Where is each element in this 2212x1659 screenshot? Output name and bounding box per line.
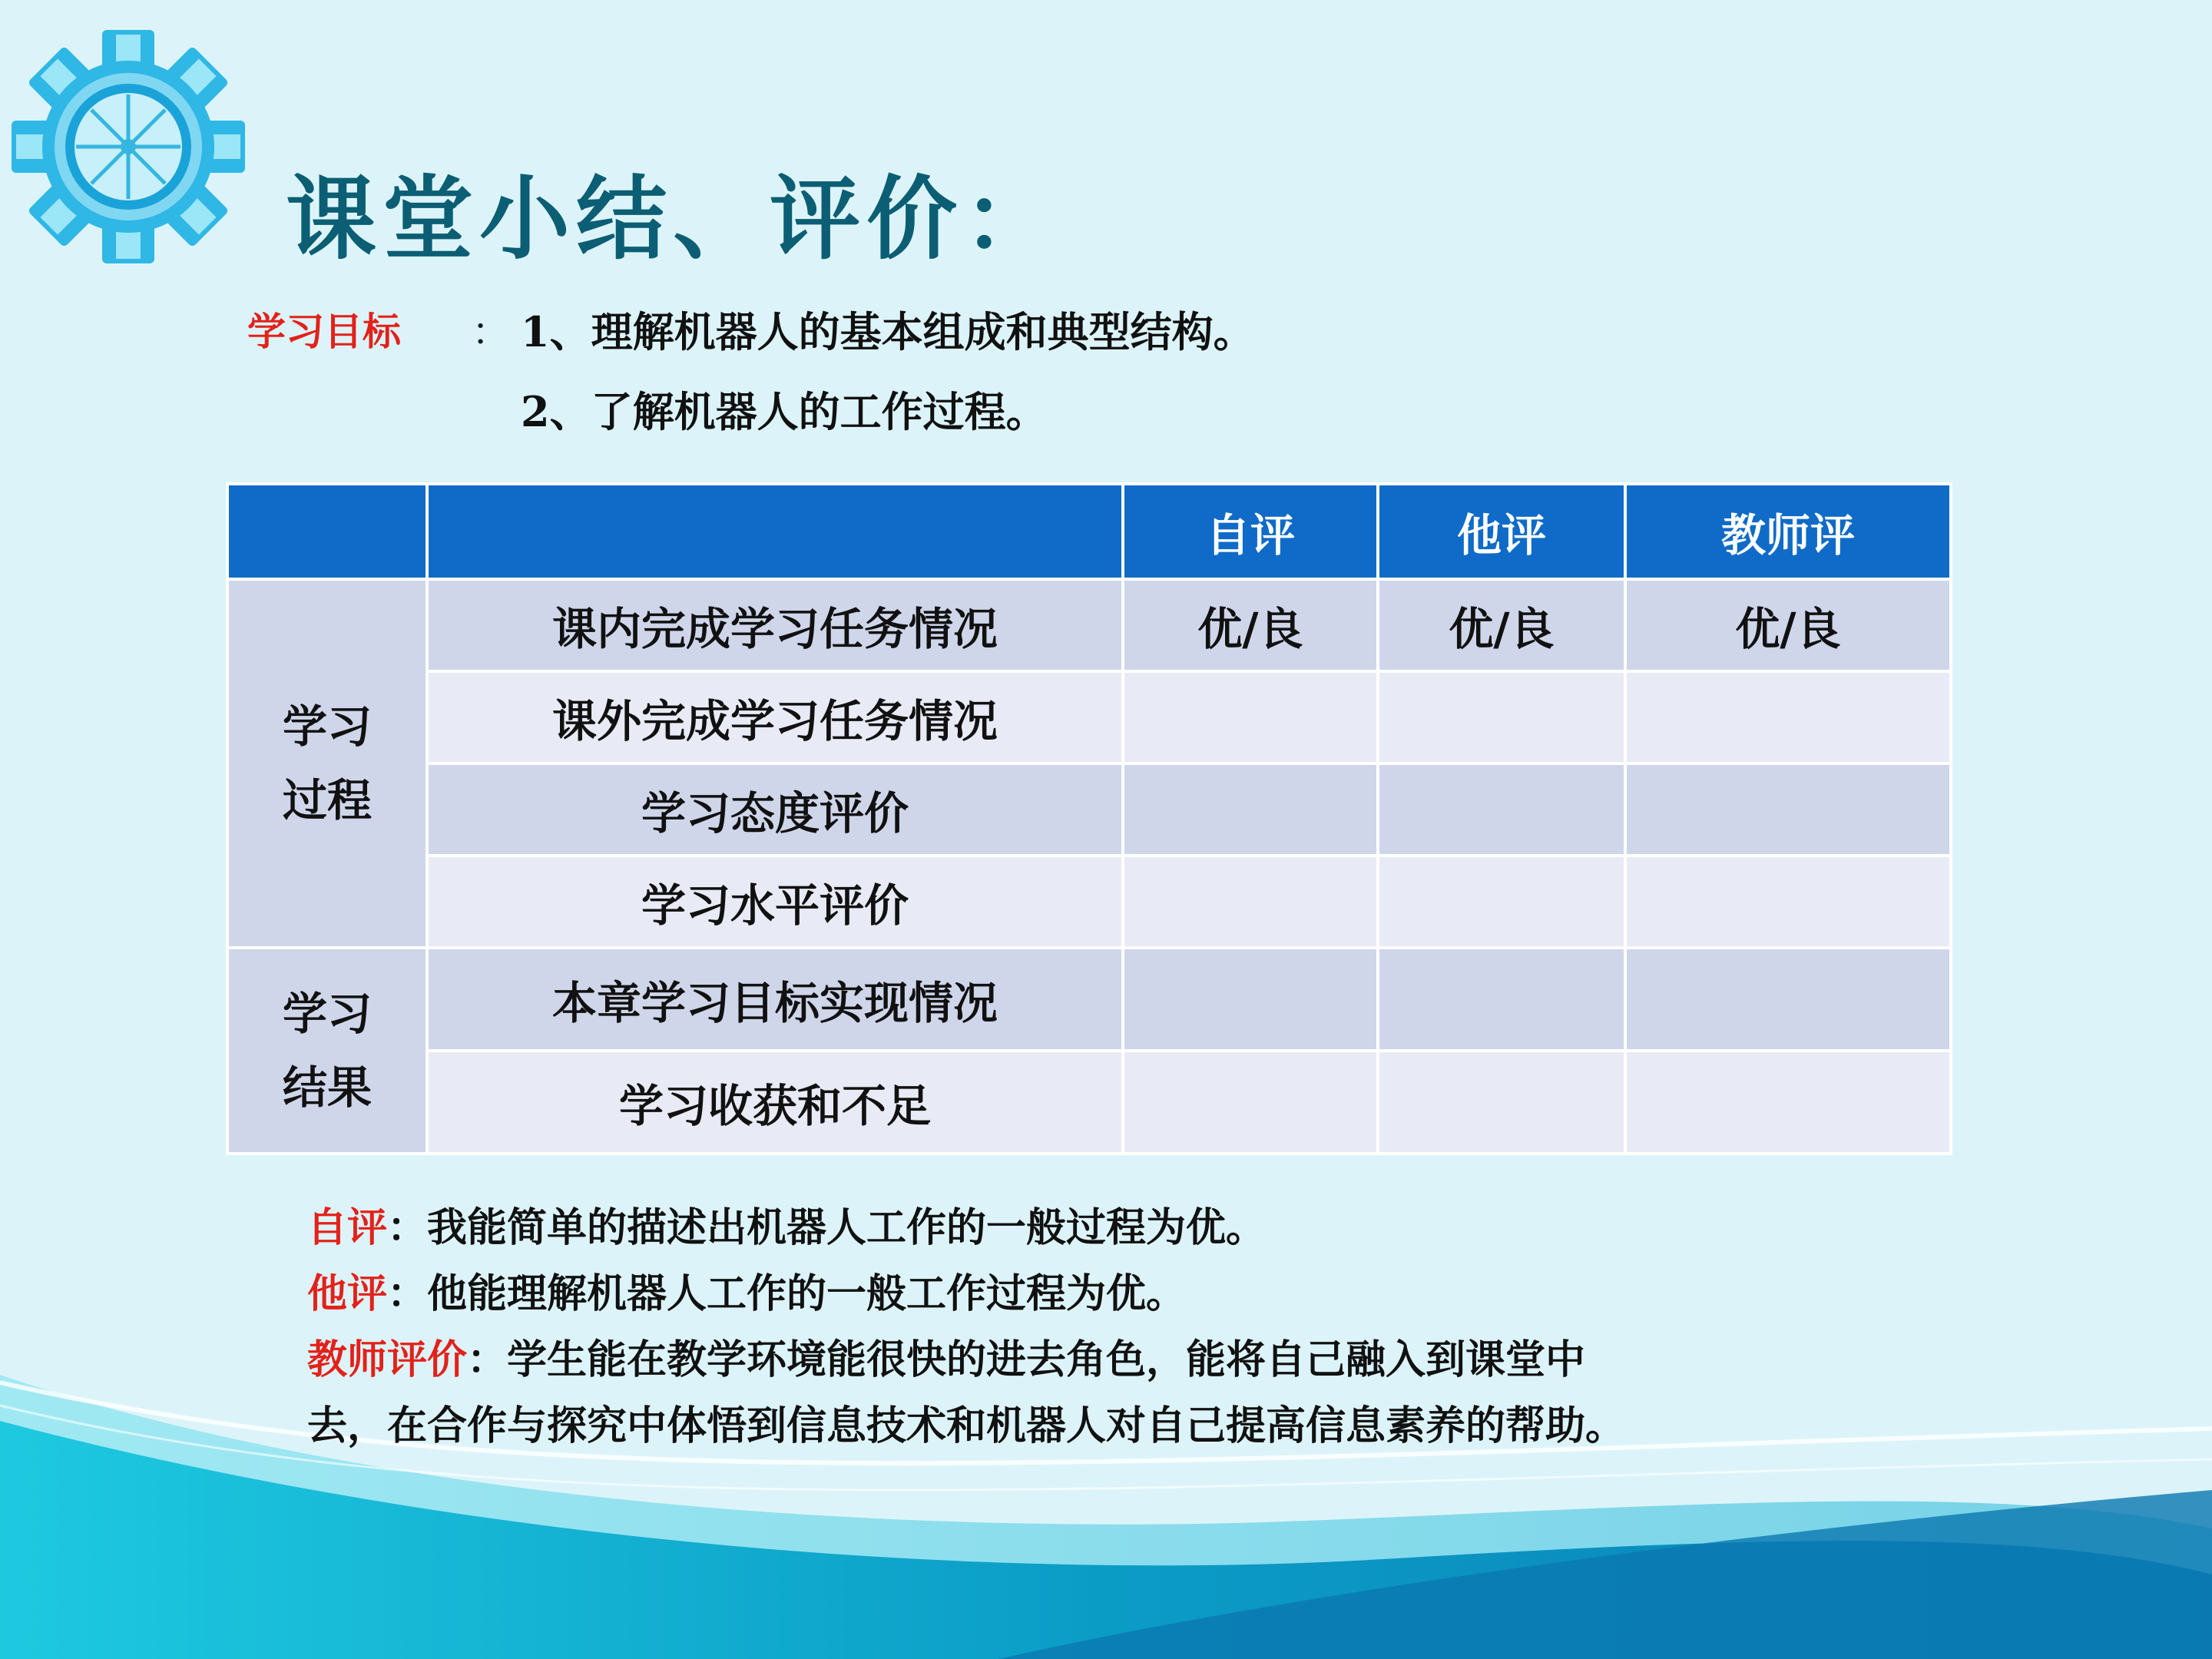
row-peer-value bbox=[1378, 948, 1625, 1051]
table-row bbox=[227, 948, 1951, 1051]
row-self-value bbox=[1123, 671, 1378, 763]
row-peer-value bbox=[1378, 856, 1625, 948]
table-row bbox=[227, 856, 1951, 948]
objective-item-1: 1、理解机器人的基本组成和典型结构。 bbox=[521, 307, 1255, 356]
objectives-colon: ： bbox=[472, 310, 510, 354]
page-title: 课堂小结、评价： bbox=[286, 165, 1061, 272]
header-teacher-eval: 教师评 bbox=[1625, 484, 1951, 579]
objective-item-2: 2、了解机器人的工作过程。 bbox=[521, 387, 1048, 436]
row-teacher-value bbox=[1625, 763, 1951, 856]
note-teacher-eval bbox=[307, 1327, 2166, 1393]
note-text: 去，在合作与探究中体悟到信息技术和机器人对自己提高信息素养的帮助。 bbox=[307, 1402, 1626, 1449]
header-cell-blank-1 bbox=[227, 484, 427, 579]
row-self-value bbox=[1123, 948, 1378, 1051]
row-teacher-value bbox=[1625, 671, 1951, 763]
table-row bbox=[227, 763, 1951, 856]
row-self-value: 优/良 bbox=[1123, 579, 1378, 671]
table-row bbox=[227, 579, 1951, 671]
table-header-row bbox=[227, 484, 1951, 579]
group-label-process: 学习过程 bbox=[227, 579, 427, 948]
row-item: 学习收获和不足 bbox=[427, 1051, 1123, 1154]
row-self-value bbox=[1123, 1051, 1378, 1154]
evaluation-table bbox=[226, 482, 1952, 1155]
header-cell-blank-2 bbox=[427, 484, 1123, 579]
gear-icon bbox=[9, 28, 247, 266]
row-item: 本章学习目标实现情况 bbox=[427, 948, 1123, 1051]
header-peer-eval: 他评 bbox=[1378, 484, 1625, 579]
objectives-label: 学习目标 bbox=[247, 310, 401, 354]
note-label: 他评 bbox=[307, 1270, 388, 1317]
table-row bbox=[227, 1051, 1951, 1154]
row-teacher-value: 优/良 bbox=[1625, 579, 1951, 671]
row-teacher-value bbox=[1625, 948, 1951, 1051]
group-label-result: 学习结果 bbox=[227, 948, 427, 1154]
note-self-eval bbox=[307, 1195, 2166, 1261]
note-text: ：他能理解机器人工作的一般工作过程为优。 bbox=[387, 1270, 1187, 1317]
note-label: 教师评价 bbox=[307, 1336, 468, 1383]
row-peer-value bbox=[1378, 671, 1625, 763]
note-text: ：学生能在教学环境能很快的进去角色，能将自己融入到课堂中 bbox=[467, 1336, 1586, 1383]
note-text: ：我能简单的描述出机器人工作的一般过程为优。 bbox=[387, 1204, 1267, 1251]
row-teacher-value bbox=[1625, 856, 1951, 948]
table-row bbox=[227, 671, 1951, 763]
note-peer-eval bbox=[307, 1261, 2166, 1327]
note-teacher-eval-cont bbox=[307, 1393, 2166, 1459]
row-self-value bbox=[1123, 763, 1378, 856]
row-peer-value bbox=[1378, 1051, 1625, 1154]
row-self-value bbox=[1123, 856, 1378, 948]
row-item: 学习态度评价 bbox=[427, 763, 1123, 856]
row-peer-value: 优/良 bbox=[1378, 579, 1625, 671]
row-item: 课外完成学习任务情况 bbox=[427, 671, 1123, 763]
row-teacher-value bbox=[1625, 1051, 1951, 1154]
header-self-eval: 自评 bbox=[1123, 484, 1378, 579]
evaluation-notes bbox=[307, 1195, 2166, 1459]
row-item: 学习水平评价 bbox=[427, 856, 1123, 948]
row-peer-value bbox=[1378, 763, 1625, 856]
row-item: 课内完成学习任务情况 bbox=[427, 579, 1123, 671]
note-label: 自评 bbox=[307, 1204, 388, 1251]
